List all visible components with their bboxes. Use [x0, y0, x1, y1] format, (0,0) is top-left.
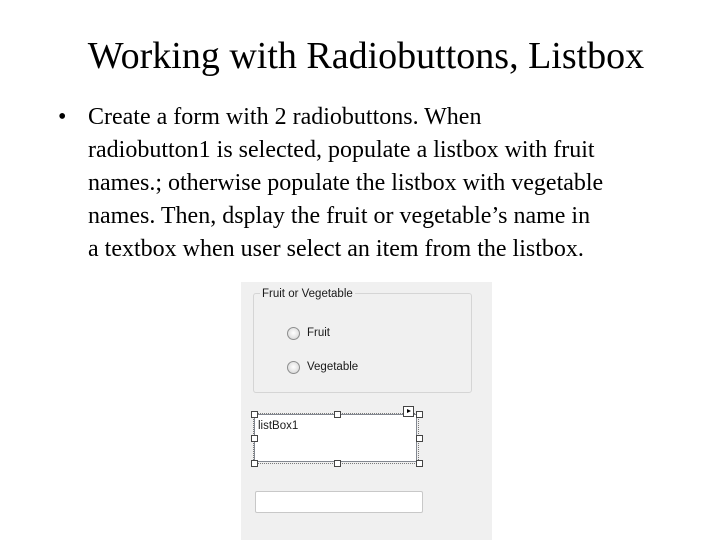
bullet-line-3: names.; otherwise populate the listbox with vegetable: [88, 170, 604, 196]
fruit-or-vegetable-groupbox: [253, 288, 472, 393]
bullet-text: [88, 101, 708, 266]
resize-handle-left[interactable]: [251, 435, 258, 442]
smart-tag-arrow-icon: [407, 409, 411, 413]
radio-fruit-circle-icon[interactable]: [287, 327, 300, 340]
slide-title: Working with Radiobuttons, Listbox: [87, 35, 645, 77]
resize-handle-bottom-right[interactable]: [416, 460, 423, 467]
bullet-marker: •: [58, 104, 67, 130]
listbox-label: listBox1: [258, 420, 299, 432]
resize-handle-top-left[interactable]: [251, 411, 258, 418]
radio-vegetable-label[interactable]: Vegetable: [307, 361, 359, 373]
resize-handle-top-right[interactable]: [416, 411, 423, 418]
bullet-line-2: radiobutton1 is selected, populate a listbox with fruit: [88, 137, 595, 163]
resize-handle-right[interactable]: [416, 435, 423, 442]
resize-handle-top[interactable]: [334, 411, 341, 418]
name-textbox[interactable]: [255, 491, 423, 513]
resize-handle-bottom-left[interactable]: [251, 460, 258, 467]
resize-handle-bottom[interactable]: [334, 460, 341, 467]
radio-vegetable[interactable]: [287, 360, 358, 374]
bullet-line-1: Create a form with 2 radiobuttons. When: [88, 104, 482, 130]
groupbox-title: Fruit or Vegetable: [262, 288, 353, 300]
bullet-line-5: a textbox when user select an item from the listbox.: [88, 236, 584, 262]
radio-vegetable-circle-icon[interactable]: [287, 361, 300, 374]
form-designer-surface: [241, 282, 492, 540]
radio-fruit-label[interactable]: Fruit: [307, 327, 330, 339]
bullet-paragraph: [58, 101, 708, 266]
bullet-line-4: names. Then, dsplay the fruit or vegetable’s name in: [88, 203, 591, 229]
smart-tag-button[interactable]: [403, 406, 414, 417]
listbox[interactable]: [254, 414, 417, 462]
radio-fruit[interactable]: [287, 326, 330, 340]
